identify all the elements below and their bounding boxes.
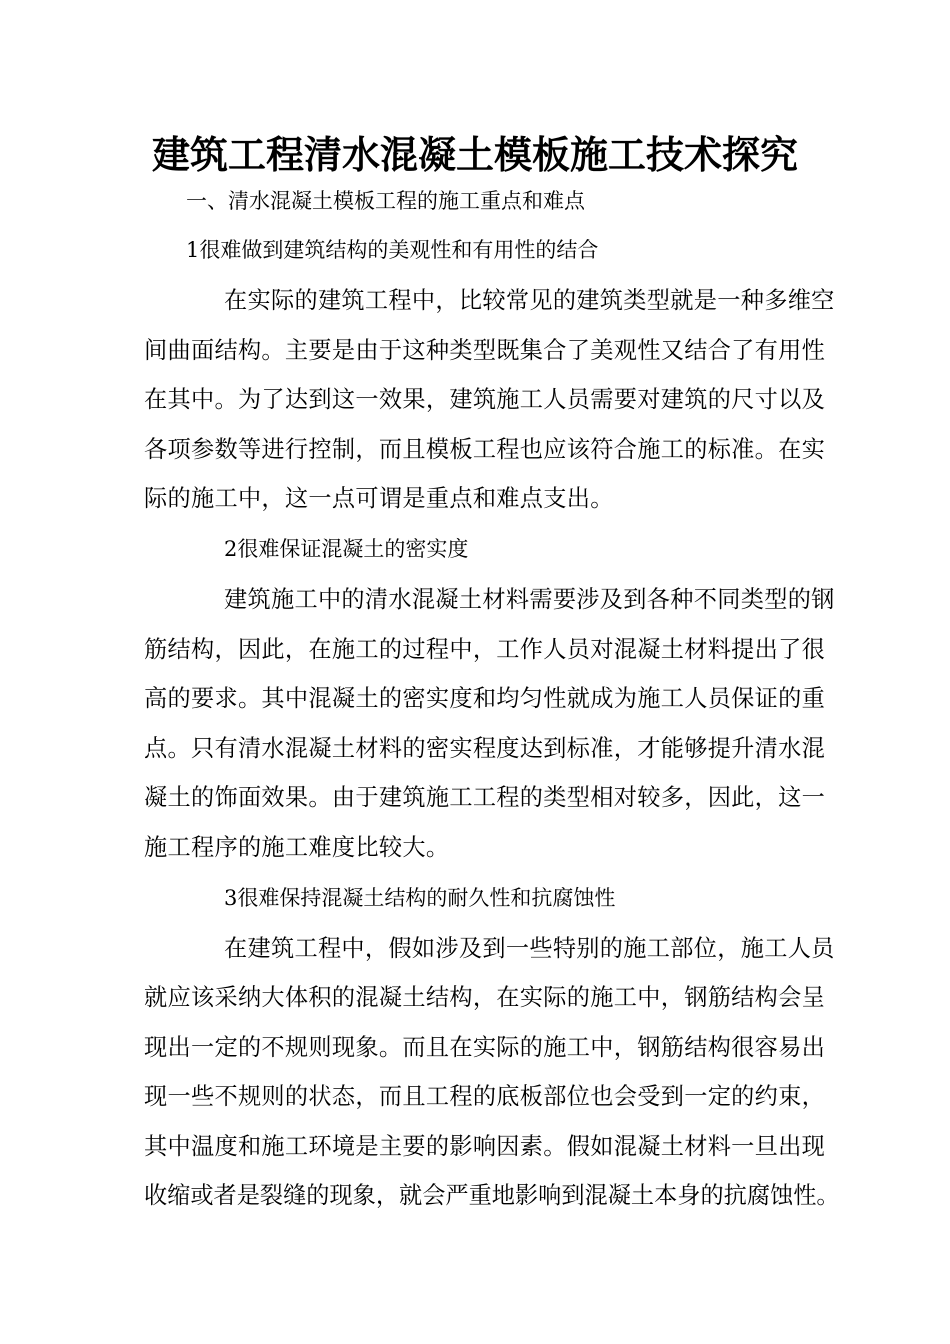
paragraph-2-line: 施工程序的施工难度比较大。 <box>144 834 450 861</box>
paragraph-1-line: 间曲面结构。主要是由于这种类型既集合了美观性又结合了有用性 <box>144 337 826 364</box>
paragraph-2-line: 点。只有清水混凝土材料的密实程度达到标准，才能够提升清水混 <box>144 735 826 762</box>
section-heading: 一、清水混凝土模板工程的施工重点和难点 <box>186 189 585 213</box>
paragraph-2-line: 建筑施工中的清水混凝土材料需要涉及到各种不同类型的钢 <box>224 586 835 613</box>
paragraph-3-line: 在建筑工程中，假如涉及到一些特别的施工部位，施工人员 <box>224 935 835 962</box>
paragraph-3-line: 收缩或者是裂缝的现象，就会严重地影响到混凝土本身的抗腐蚀性。 <box>144 1182 840 1209</box>
paragraph-2-line: 筋结构，因此，在施工的过程中，工作人员对混凝土材料提出了很 <box>144 636 826 663</box>
paragraph-1-line: 各项参数等进行控制，而且模板工程也应该符合施工的标准。在实 <box>144 436 826 463</box>
paragraph-3-line: 就应该采纳大体积的混凝土结构，在实际的施工中，钢筋结构会呈 <box>144 984 826 1011</box>
paragraph-3-line: 其中温度和施工环境是主要的影响因素。假如混凝土材料一旦出现 <box>144 1133 826 1160</box>
paragraph-2-line: 高的要求。其中混凝土的密实度和均匀性就成为施工人员保证的重 <box>144 685 826 712</box>
paragraph-1-line: 际的施工中，这一点可谓是重点和难点支出。 <box>144 485 614 512</box>
paragraph-3-line: 现出一定的不规则现象。而且在实际的施工中，钢筋结构很容易出 <box>144 1034 826 1061</box>
paragraph-3-line: 现一些不规则的状态，而且工程的底板部位也会受到一定的约束， <box>144 1083 826 1110</box>
paragraph-1-line: 在其中。为了达到这一效果，建筑施工人员需要对建筑的尺寸以及 <box>144 386 826 413</box>
subheading-1: 1很难做到建筑结构的美观性和有用性的结合 <box>186 238 599 262</box>
subheading-2: 2很难保证混凝土的密实度 <box>224 537 469 561</box>
subheading-3: 3很难保持混凝土结构的耐久性和抗腐蚀性 <box>224 886 616 910</box>
paragraph-2-line: 凝土的饰面效果。由于建筑施工工程的类型相对较多，因此，这一 <box>144 784 826 811</box>
paragraph-1-line: 在实际的建筑工程中，比较常见的建筑类型就是一种多维空 <box>224 287 835 314</box>
document-title: 建筑工程清水混凝土模板施工技术探究 <box>151 133 798 177</box>
